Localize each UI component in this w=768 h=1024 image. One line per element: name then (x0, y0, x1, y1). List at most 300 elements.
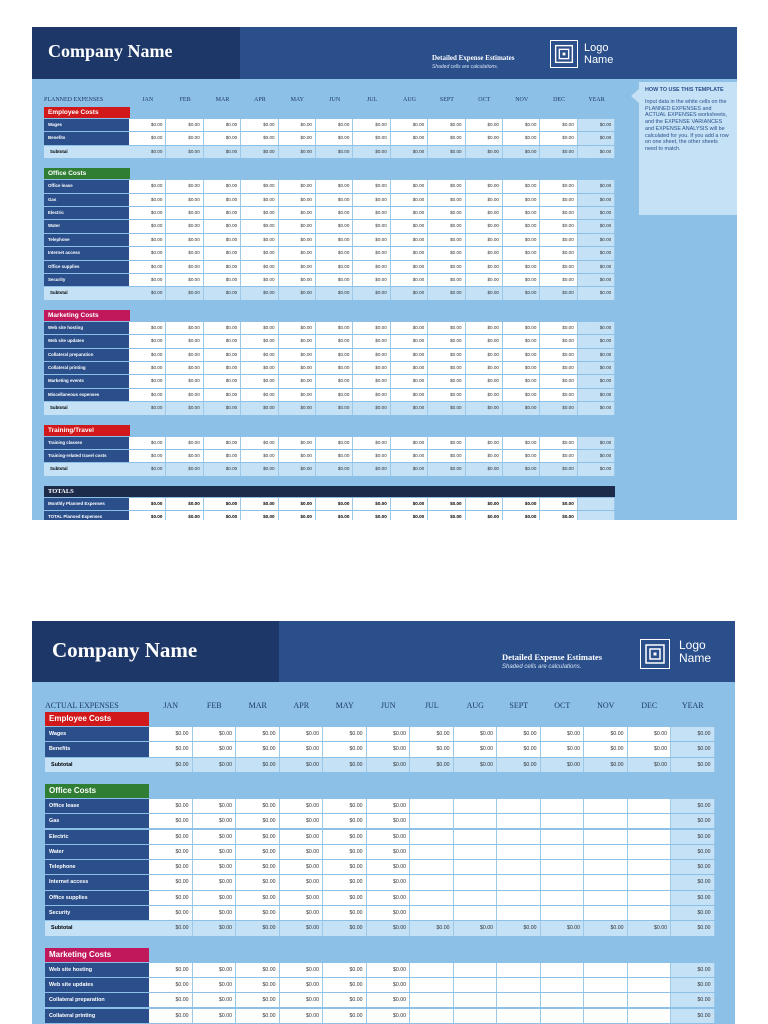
expense-cell[interactable] (410, 1009, 454, 1023)
expense-cell[interactable] (497, 799, 541, 813)
expense-cell[interactable]: $0.00 (323, 1009, 367, 1023)
expense-cell[interactable] (584, 993, 628, 1007)
expense-cell[interactable]: $0.00 (193, 891, 237, 905)
expense-cell[interactable]: $0.00 (353, 274, 390, 286)
expense-cell[interactable] (584, 1009, 628, 1023)
expense-cell[interactable]: $0.00 (323, 891, 367, 905)
expense-cell[interactable]: $0.00 (391, 132, 428, 144)
expense-cell[interactable]: $0.00 (367, 845, 411, 859)
expense-cell[interactable]: $0.00 (166, 362, 203, 374)
expense-cell[interactable]: $0.00 (129, 194, 166, 206)
expense-cell[interactable]: $0.00 (323, 875, 367, 889)
expense-cell[interactable]: $0.00 (236, 845, 280, 859)
expense-cell[interactable]: $0.00 (391, 437, 428, 449)
expense-cell[interactable]: $0.00 (367, 875, 411, 889)
expense-cell[interactable] (497, 875, 541, 889)
expense-cell[interactable]: $0.00 (391, 375, 428, 387)
expense-cell[interactable]: $0.00 (391, 207, 428, 219)
expense-cell[interactable]: $0.00 (316, 274, 353, 286)
expense-cell[interactable]: $0.00 (353, 207, 390, 219)
expense-cell[interactable]: $0.00 (149, 978, 193, 992)
expense-cell[interactable]: $0.00 (193, 845, 237, 859)
expense-cell[interactable] (584, 978, 628, 992)
expense-cell[interactable]: $0.00 (540, 194, 577, 206)
expense-cell[interactable]: $0.00 (236, 742, 280, 756)
expense-cell[interactable] (497, 1009, 541, 1023)
expense-cell[interactable]: $0.00 (236, 830, 280, 844)
expense-cell[interactable] (454, 963, 498, 977)
expense-cell[interactable]: $0.00 (316, 220, 353, 232)
expense-cell[interactable] (497, 845, 541, 859)
expense-cell[interactable]: $0.00 (316, 119, 353, 131)
expense-cell[interactable]: $0.00 (193, 875, 237, 889)
expense-cell[interactable]: $0.00 (540, 349, 577, 361)
expense-cell[interactable]: $0.00 (166, 274, 203, 286)
expense-cell[interactable] (497, 978, 541, 992)
expense-cell[interactable]: $0.00 (367, 993, 411, 1007)
expense-cell[interactable]: $0.00 (279, 194, 316, 206)
expense-cell[interactable]: $0.00 (280, 860, 324, 874)
expense-cell[interactable]: $0.00 (316, 389, 353, 401)
expense-cell[interactable]: $0.00 (149, 963, 193, 977)
expense-cell[interactable]: $0.00 (279, 119, 316, 131)
expense-cell[interactable]: $0.00 (353, 132, 390, 144)
expense-cell[interactable] (628, 1009, 672, 1023)
expense-cell[interactable]: $0.00 (428, 247, 465, 259)
expense-cell[interactable]: $0.00 (353, 362, 390, 374)
expense-cell[interactable]: $0.00 (241, 119, 278, 131)
expense-cell[interactable]: $0.00 (241, 322, 278, 334)
expense-cell[interactable]: $0.00 (428, 220, 465, 232)
expense-cell[interactable]: $0.00 (280, 891, 324, 905)
expense-cell[interactable] (541, 1009, 585, 1023)
expense-cell[interactable]: $0.00 (149, 906, 193, 920)
expense-cell[interactable]: $0.00 (316, 437, 353, 449)
expense-cell[interactable]: $0.00 (236, 891, 280, 905)
expense-cell[interactable]: $0.00 (353, 180, 390, 192)
expense-cell[interactable]: $0.00 (204, 375, 241, 387)
expense-cell[interactable]: $0.00 (353, 322, 390, 334)
expense-cell[interactable]: $0.00 (428, 375, 465, 387)
expense-cell[interactable]: $0.00 (466, 389, 503, 401)
expense-cell[interactable]: $0.00 (241, 335, 278, 347)
expense-cell[interactable] (497, 814, 541, 828)
expense-cell[interactable]: $0.00 (236, 860, 280, 874)
expense-cell[interactable]: $0.00 (279, 261, 316, 273)
expense-cell[interactable]: $0.00 (149, 845, 193, 859)
expense-cell[interactable]: $0.00 (279, 180, 316, 192)
expense-cell[interactable]: $0.00 (166, 335, 203, 347)
expense-cell[interactable]: $0.00 (466, 207, 503, 219)
expense-cell[interactable]: $0.00 (503, 132, 540, 144)
expense-cell[interactable]: $0.00 (241, 220, 278, 232)
expense-cell[interactable]: $0.00 (367, 860, 411, 874)
expense-cell[interactable]: $0.00 (193, 993, 237, 1007)
expense-cell[interactable]: $0.00 (241, 274, 278, 286)
expense-cell[interactable]: $0.00 (279, 220, 316, 232)
expense-cell[interactable]: $0.00 (391, 450, 428, 462)
expense-cell[interactable]: $0.00 (279, 450, 316, 462)
expense-cell[interactable]: $0.00 (236, 727, 280, 741)
expense-cell[interactable]: $0.00 (466, 194, 503, 206)
expense-cell[interactable] (454, 845, 498, 859)
expense-cell[interactable] (584, 891, 628, 905)
expense-cell[interactable]: $0.00 (193, 906, 237, 920)
expense-cell[interactable]: $0.00 (166, 389, 203, 401)
expense-cell[interactable]: $0.00 (129, 437, 166, 449)
expense-cell[interactable]: $0.00 (166, 375, 203, 387)
expense-cell[interactable]: $0.00 (540, 234, 577, 246)
expense-cell[interactable]: $0.00 (428, 362, 465, 374)
expense-cell[interactable]: $0.00 (391, 362, 428, 374)
expense-cell[interactable]: $0.00 (454, 742, 498, 756)
expense-cell[interactable]: $0.00 (540, 335, 577, 347)
expense-cell[interactable]: $0.00 (280, 1009, 324, 1023)
expense-cell[interactable]: $0.00 (280, 727, 324, 741)
expense-cell[interactable]: $0.00 (316, 375, 353, 387)
expense-cell[interactable]: $0.00 (353, 450, 390, 462)
expense-cell[interactable]: $0.00 (584, 742, 628, 756)
expense-cell[interactable] (454, 1009, 498, 1023)
expense-cell[interactable]: $0.00 (584, 727, 628, 741)
expense-cell[interactable]: $0.00 (353, 437, 390, 449)
expense-cell[interactable]: $0.00 (497, 742, 541, 756)
expense-cell[interactable]: $0.00 (503, 437, 540, 449)
expense-cell[interactable] (454, 906, 498, 920)
expense-cell[interactable] (628, 891, 672, 905)
expense-cell[interactable]: $0.00 (323, 906, 367, 920)
expense-cell[interactable]: $0.00 (540, 375, 577, 387)
expense-cell[interactable]: $0.00 (149, 727, 193, 741)
expense-cell[interactable] (628, 978, 672, 992)
expense-cell[interactable]: $0.00 (204, 220, 241, 232)
expense-cell[interactable] (410, 814, 454, 828)
expense-cell[interactable]: $0.00 (204, 194, 241, 206)
expense-cell[interactable]: $0.00 (236, 993, 280, 1007)
expense-cell[interactable] (541, 814, 585, 828)
expense-cell[interactable]: $0.00 (540, 132, 577, 144)
expense-cell[interactable]: $0.00 (367, 906, 411, 920)
expense-cell[interactable]: $0.00 (466, 234, 503, 246)
expense-cell[interactable] (497, 830, 541, 844)
expense-cell[interactable]: $0.00 (236, 875, 280, 889)
expense-cell[interactable]: $0.00 (316, 335, 353, 347)
expense-cell[interactable] (584, 906, 628, 920)
expense-cell[interactable]: $0.00 (280, 875, 324, 889)
expense-cell[interactable]: $0.00 (279, 234, 316, 246)
expense-cell[interactable]: $0.00 (391, 322, 428, 334)
expense-cell[interactable] (628, 963, 672, 977)
expense-cell[interactable]: $0.00 (367, 891, 411, 905)
expense-cell[interactable] (584, 875, 628, 889)
expense-cell[interactable]: $0.00 (204, 119, 241, 131)
expense-cell[interactable]: $0.00 (241, 450, 278, 462)
expense-cell[interactable]: $0.00 (428, 207, 465, 219)
expense-cell[interactable]: $0.00 (503, 247, 540, 259)
expense-cell[interactable]: $0.00 (454, 727, 498, 741)
expense-cell[interactable]: $0.00 (410, 727, 454, 741)
expense-cell[interactable]: $0.00 (166, 349, 203, 361)
expense-cell[interactable]: $0.00 (391, 180, 428, 192)
expense-cell[interactable] (454, 799, 498, 813)
expense-cell[interactable]: $0.00 (540, 220, 577, 232)
expense-cell[interactable]: $0.00 (540, 261, 577, 273)
expense-cell[interactable]: $0.00 (129, 274, 166, 286)
expense-cell[interactable] (410, 963, 454, 977)
expense-cell[interactable]: $0.00 (129, 119, 166, 131)
expense-cell[interactable]: $0.00 (428, 274, 465, 286)
expense-cell[interactable]: $0.00 (503, 335, 540, 347)
expense-cell[interactable]: $0.00 (236, 799, 280, 813)
expense-cell[interactable]: $0.00 (503, 349, 540, 361)
expense-cell[interactable]: $0.00 (279, 349, 316, 361)
expense-cell[interactable]: $0.00 (166, 220, 203, 232)
expense-cell[interactable]: $0.00 (466, 220, 503, 232)
expense-cell[interactable]: $0.00 (236, 906, 280, 920)
expense-cell[interactable]: $0.00 (353, 349, 390, 361)
expense-cell[interactable]: $0.00 (129, 389, 166, 401)
expense-cell[interactable]: $0.00 (316, 450, 353, 462)
expense-cell[interactable]: $0.00 (541, 727, 585, 741)
expense-cell[interactable]: $0.00 (280, 963, 324, 977)
expense-cell[interactable]: $0.00 (280, 845, 324, 859)
expense-cell[interactable]: $0.00 (129, 180, 166, 192)
expense-cell[interactable] (541, 906, 585, 920)
expense-cell[interactable]: $0.00 (391, 274, 428, 286)
expense-cell[interactable] (454, 875, 498, 889)
expense-cell[interactable]: $0.00 (204, 335, 241, 347)
expense-cell[interactable] (584, 799, 628, 813)
expense-cell[interactable] (584, 845, 628, 859)
expense-cell[interactable]: $0.00 (503, 362, 540, 374)
expense-cell[interactable]: $0.00 (280, 993, 324, 1007)
expense-cell[interactable]: $0.00 (166, 234, 203, 246)
expense-cell[interactable]: $0.00 (367, 1009, 411, 1023)
expense-cell[interactable]: $0.00 (391, 119, 428, 131)
expense-cell[interactable]: $0.00 (129, 375, 166, 387)
expense-cell[interactable] (628, 830, 672, 844)
expense-cell[interactable]: $0.00 (316, 322, 353, 334)
expense-cell[interactable]: $0.00 (323, 963, 367, 977)
expense-cell[interactable]: $0.00 (204, 322, 241, 334)
expense-cell[interactable]: $0.00 (503, 450, 540, 462)
expense-cell[interactable]: $0.00 (353, 194, 390, 206)
expense-cell[interactable]: $0.00 (503, 389, 540, 401)
expense-cell[interactable] (584, 860, 628, 874)
expense-cell[interactable]: $0.00 (204, 389, 241, 401)
expense-cell[interactable]: $0.00 (428, 180, 465, 192)
expense-cell[interactable]: $0.00 (466, 132, 503, 144)
expense-cell[interactable]: $0.00 (503, 180, 540, 192)
expense-cell[interactable] (410, 845, 454, 859)
expense-cell[interactable]: $0.00 (391, 247, 428, 259)
expense-cell[interactable]: $0.00 (316, 362, 353, 374)
expense-cell[interactable]: $0.00 (166, 180, 203, 192)
expense-cell[interactable]: $0.00 (204, 274, 241, 286)
expense-cell[interactable]: $0.00 (280, 742, 324, 756)
expense-cell[interactable]: $0.00 (193, 830, 237, 844)
expense-cell[interactable]: $0.00 (166, 450, 203, 462)
expense-cell[interactable]: $0.00 (280, 978, 324, 992)
expense-cell[interactable]: $0.00 (503, 322, 540, 334)
expense-cell[interactable]: $0.00 (628, 727, 672, 741)
expense-cell[interactable]: $0.00 (503, 234, 540, 246)
expense-cell[interactable]: $0.00 (466, 274, 503, 286)
expense-cell[interactable]: $0.00 (503, 274, 540, 286)
expense-cell[interactable]: $0.00 (353, 119, 390, 131)
expense-cell[interactable]: $0.00 (129, 207, 166, 219)
expense-cell[interactable] (584, 814, 628, 828)
expense-cell[interactable]: $0.00 (129, 450, 166, 462)
expense-cell[interactable]: $0.00 (166, 322, 203, 334)
expense-cell[interactable] (410, 830, 454, 844)
expense-cell[interactable]: $0.00 (503, 220, 540, 232)
expense-cell[interactable] (454, 978, 498, 992)
expense-cell[interactable]: $0.00 (428, 119, 465, 131)
expense-cell[interactable] (410, 860, 454, 874)
expense-cell[interactable]: $0.00 (428, 349, 465, 361)
expense-cell[interactable]: $0.00 (149, 799, 193, 813)
expense-cell[interactable]: $0.00 (323, 860, 367, 874)
expense-cell[interactable]: $0.00 (279, 375, 316, 387)
expense-cell[interactable]: $0.00 (279, 207, 316, 219)
expense-cell[interactable]: $0.00 (241, 194, 278, 206)
expense-cell[interactable]: $0.00 (316, 207, 353, 219)
expense-cell[interactable] (454, 891, 498, 905)
expense-cell[interactable] (497, 891, 541, 905)
expense-cell[interactable]: $0.00 (279, 362, 316, 374)
expense-cell[interactable]: $0.00 (129, 132, 166, 144)
expense-cell[interactable]: $0.00 (323, 727, 367, 741)
expense-cell[interactable]: $0.00 (428, 335, 465, 347)
expense-cell[interactable]: $0.00 (367, 963, 411, 977)
expense-cell[interactable]: $0.00 (628, 742, 672, 756)
expense-cell[interactable]: $0.00 (166, 437, 203, 449)
expense-cell[interactable]: $0.00 (279, 389, 316, 401)
expense-cell[interactable] (584, 830, 628, 844)
expense-cell[interactable]: $0.00 (540, 389, 577, 401)
expense-cell[interactable]: $0.00 (280, 830, 324, 844)
expense-cell[interactable]: $0.00 (241, 234, 278, 246)
expense-cell[interactable]: $0.00 (204, 234, 241, 246)
expense-cell[interactable]: $0.00 (204, 132, 241, 144)
expense-cell[interactable]: $0.00 (367, 799, 411, 813)
expense-cell[interactable] (541, 875, 585, 889)
expense-cell[interactable] (410, 799, 454, 813)
expense-cell[interactable] (410, 906, 454, 920)
expense-cell[interactable] (454, 860, 498, 874)
expense-cell[interactable]: $0.00 (391, 349, 428, 361)
expense-cell[interactable]: $0.00 (204, 261, 241, 273)
expense-cell[interactable]: $0.00 (466, 247, 503, 259)
expense-cell[interactable] (541, 860, 585, 874)
expense-cell[interactable]: $0.00 (236, 814, 280, 828)
expense-cell[interactable]: $0.00 (391, 389, 428, 401)
expense-cell[interactable]: $0.00 (466, 437, 503, 449)
expense-cell[interactable]: $0.00 (540, 322, 577, 334)
expense-cell[interactable]: $0.00 (367, 978, 411, 992)
expense-cell[interactable]: $0.00 (241, 349, 278, 361)
expense-cell[interactable]: $0.00 (316, 261, 353, 273)
expense-cell[interactable]: $0.00 (391, 220, 428, 232)
expense-cell[interactable]: $0.00 (323, 814, 367, 828)
expense-cell[interactable] (497, 860, 541, 874)
expense-cell[interactable] (584, 963, 628, 977)
expense-cell[interactable] (541, 891, 585, 905)
expense-cell[interactable]: $0.00 (466, 180, 503, 192)
expense-cell[interactable]: $0.00 (540, 437, 577, 449)
expense-cell[interactable]: $0.00 (149, 860, 193, 874)
expense-cell[interactable] (410, 875, 454, 889)
expense-cell[interactable]: $0.00 (428, 389, 465, 401)
expense-cell[interactable]: $0.00 (241, 389, 278, 401)
expense-cell[interactable]: $0.00 (540, 247, 577, 259)
expense-cell[interactable]: $0.00 (316, 132, 353, 144)
expense-cell[interactable]: $0.00 (540, 207, 577, 219)
expense-cell[interactable]: $0.00 (540, 274, 577, 286)
expense-cell[interactable]: $0.00 (149, 814, 193, 828)
expense-cell[interactable] (497, 993, 541, 1007)
expense-cell[interactable]: $0.00 (316, 180, 353, 192)
expense-cell[interactable]: $0.00 (236, 978, 280, 992)
expense-cell[interactable]: $0.00 (241, 437, 278, 449)
expense-cell[interactable]: $0.00 (323, 799, 367, 813)
expense-cell[interactable]: $0.00 (193, 727, 237, 741)
expense-cell[interactable]: $0.00 (410, 742, 454, 756)
expense-cell[interactable]: $0.00 (353, 375, 390, 387)
expense-cell[interactable]: $0.00 (204, 247, 241, 259)
expense-cell[interactable]: $0.00 (353, 234, 390, 246)
expense-cell[interactable]: $0.00 (316, 194, 353, 206)
expense-cell[interactable]: $0.00 (503, 261, 540, 273)
expense-cell[interactable]: $0.00 (193, 963, 237, 977)
expense-cell[interactable]: $0.00 (540, 119, 577, 131)
expense-cell[interactable]: $0.00 (323, 978, 367, 992)
expense-cell[interactable]: $0.00 (204, 362, 241, 374)
expense-cell[interactable]: $0.00 (391, 234, 428, 246)
expense-cell[interactable]: $0.00 (166, 119, 203, 131)
expense-cell[interactable] (454, 993, 498, 1007)
expense-cell[interactable]: $0.00 (428, 132, 465, 144)
expense-cell[interactable]: $0.00 (129, 362, 166, 374)
expense-cell[interactable]: $0.00 (129, 322, 166, 334)
expense-cell[interactable]: $0.00 (241, 247, 278, 259)
expense-cell[interactable]: $0.00 (323, 742, 367, 756)
expense-cell[interactable]: $0.00 (193, 742, 237, 756)
expense-cell[interactable]: $0.00 (503, 119, 540, 131)
expense-cell[interactable]: $0.00 (149, 830, 193, 844)
expense-cell[interactable]: $0.00 (316, 349, 353, 361)
expense-cell[interactable]: $0.00 (241, 180, 278, 192)
expense-cell[interactable] (541, 799, 585, 813)
expense-cell[interactable]: $0.00 (466, 322, 503, 334)
expense-cell[interactable]: $0.00 (280, 799, 324, 813)
expense-cell[interactable]: $0.00 (236, 1009, 280, 1023)
expense-cell[interactable]: $0.00 (279, 274, 316, 286)
expense-cell[interactable] (454, 830, 498, 844)
expense-cell[interactable]: $0.00 (279, 132, 316, 144)
expense-cell[interactable]: $0.00 (204, 437, 241, 449)
expense-cell[interactable]: $0.00 (236, 963, 280, 977)
expense-cell[interactable]: $0.00 (466, 349, 503, 361)
expense-cell[interactable]: $0.00 (193, 1009, 237, 1023)
expense-cell[interactable]: $0.00 (193, 978, 237, 992)
expense-cell[interactable]: $0.00 (204, 180, 241, 192)
expense-cell[interactable]: $0.00 (279, 437, 316, 449)
expense-cell[interactable]: $0.00 (540, 180, 577, 192)
expense-cell[interactable]: $0.00 (149, 1009, 193, 1023)
expense-cell[interactable]: $0.00 (129, 247, 166, 259)
